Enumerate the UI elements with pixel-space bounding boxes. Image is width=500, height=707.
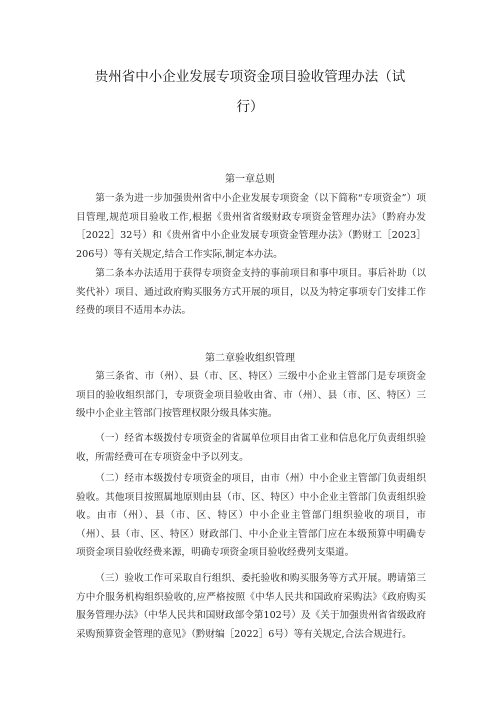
article-3: 第三条省、市（州）、县（市、区、特区）三级中小企业主管部门是专项资金项目的验收组织部门，专项资金项目验收由省、市（州）、县（市、区、特区）三级中小企业主管部门按管理权限分级具体实施。	[76, 371, 426, 420]
title-line-2: 行）	[236, 99, 264, 115]
chapter-1-heading: 第一章总则	[225, 174, 275, 185]
title-line-1: 贵州省中小企业发展专项资金项目验收管理办法（试	[94, 69, 406, 85]
article-1: 第一条为进一步加强贵州省中小企业发展专项资金（以下简称“专项资金”）项目管理,规范项目验收工作,根据《贵州省省级财政专项资金管理办法》（黔府办发［2022］32号）和《贵州省中小企业发展专项资金管理办法》（黔财工［2023］206号）等有关规定,结合工作实际,制定本办法。	[76, 193, 426, 260]
article-3-item-2: （二）经市本级拨付专项资金的项目，由市（州）中小企业主管部门负责组织验收。其他项目按照属地原则由县（市、区、特区）中小企业主管部门负责组织验收。由市（州）、县（市、区、特区）中小企业主管部门组织验收的项目，市（州）、县（市、区、特区）财政部门、中小企业主管部门应在本级预算中明确专项资金项目验收经费来源，明确专项资金项目验收经费列支渠道。	[76, 473, 426, 559]
article-3-item-3: （三）验收工作可采取自行组织、委托验收和购买服务等方式开展。聘请第三方中介服务机构组织验收的,应严格按照《中华人民共和国政府采购法》《政府购买服务管理办法》（中华人民共和国财政部令第102号）及《关于加强贵州省省级政府采购预算资金管理的意见》（黔财编［2022］6号）等有关规定,合法合规进行。	[76, 573, 426, 640]
document-title	[60, 62, 440, 122]
article-2: 第二条本办法适用于获得专项资金支持的事前项目和事中项目。事后补助（以奖代补）项目、通过政府购买服务方式开展的项目，以及为特定事项专门安排工作经费的项目不适用本办法。	[76, 268, 426, 317]
article-3-item-1: （一）经省本级拨付专项资金的省属单位项目由省工业和信息化厅负责组织验收，所需经费可在专项资金中予以列支。	[76, 433, 426, 463]
chapter-2-heading: 第二章验收组织管理	[205, 353, 295, 364]
